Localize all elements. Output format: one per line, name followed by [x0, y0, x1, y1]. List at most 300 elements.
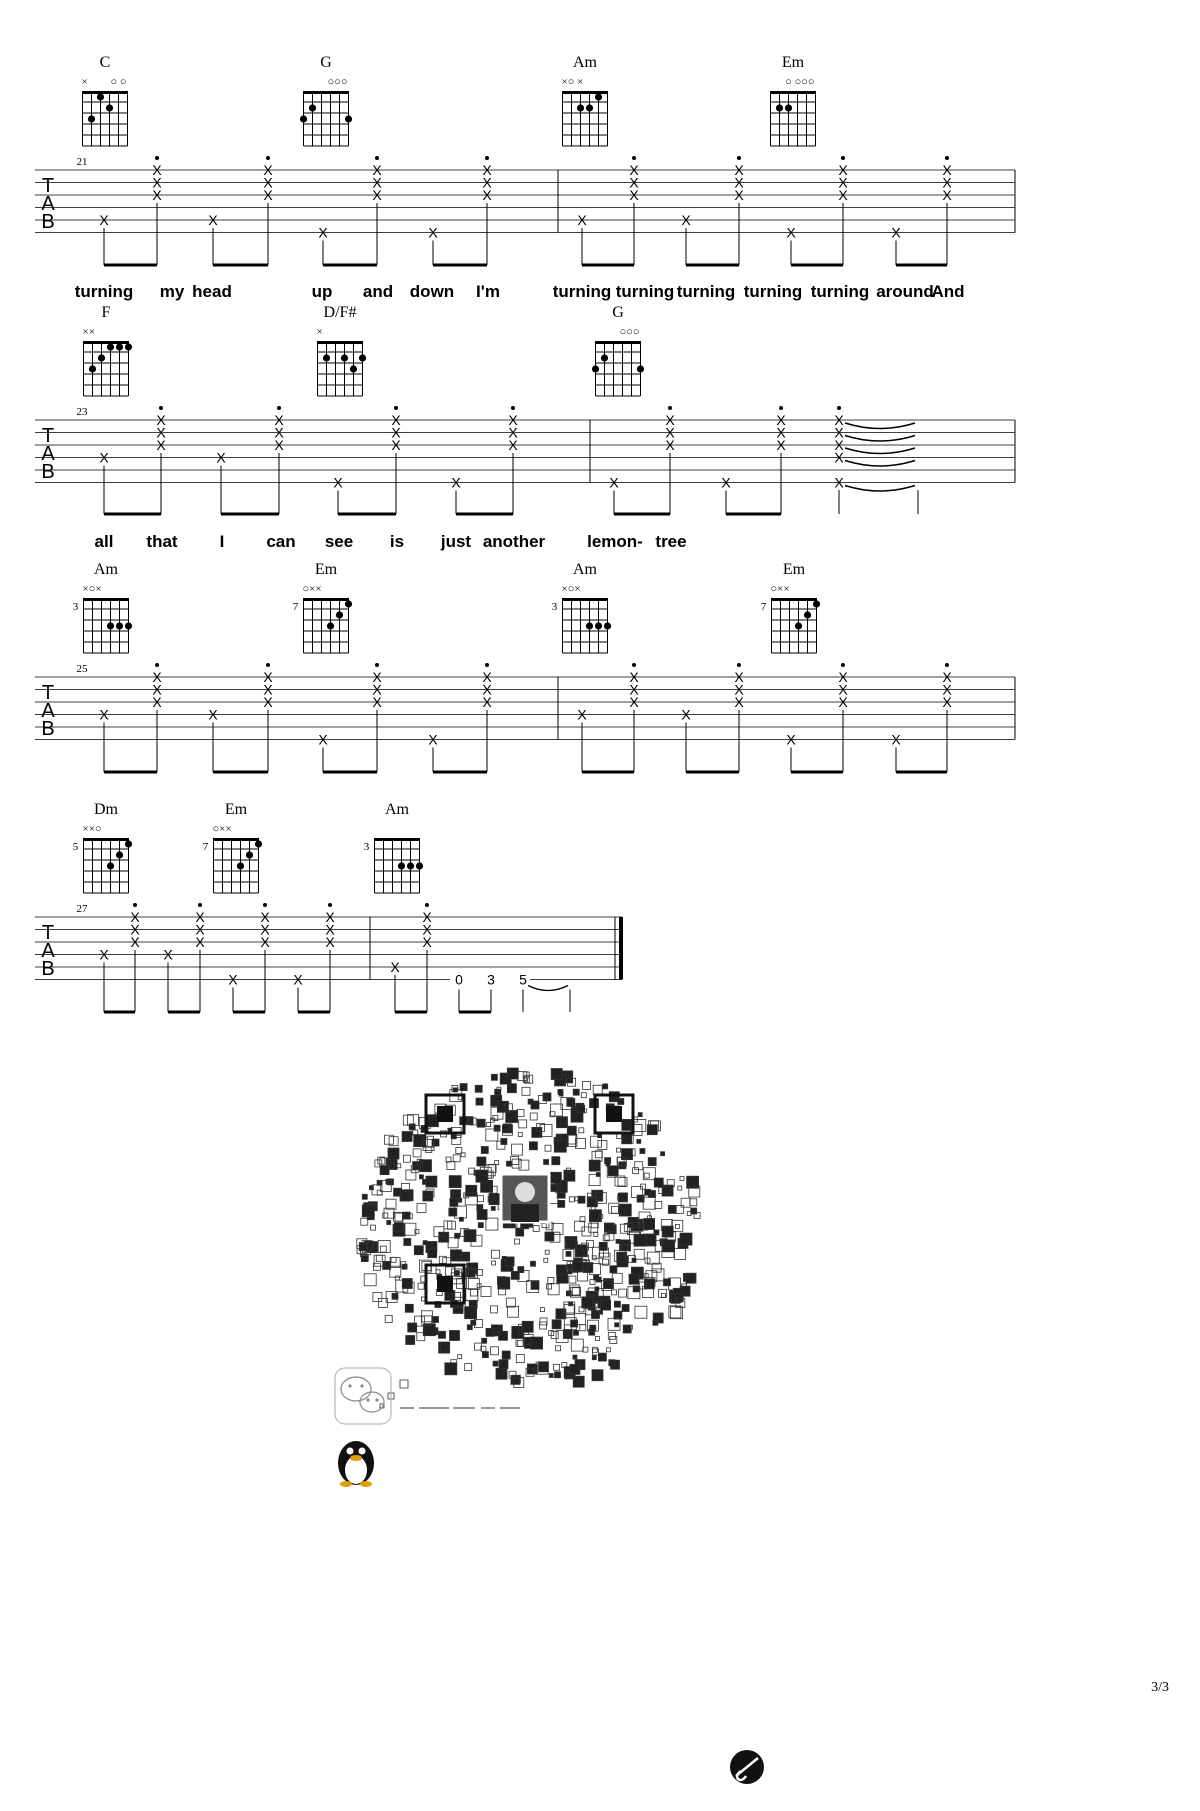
tab-letter-b: B	[41, 958, 55, 980]
lyric-word: lemon-	[587, 532, 643, 551]
penguin-beak	[350, 1455, 362, 1461]
penguin-eye	[359, 1448, 366, 1455]
qr-module	[663, 1187, 670, 1194]
qr-module	[390, 1266, 401, 1277]
qr-module	[567, 1264, 572, 1269]
qr-module	[621, 1245, 627, 1251]
chord-name: C	[99, 54, 111, 71]
chord-open-markers: ○○○	[327, 76, 348, 88]
qr-module	[406, 1336, 415, 1345]
qr-module	[491, 1306, 498, 1313]
qr-module	[580, 1325, 586, 1331]
qr-module	[418, 1283, 424, 1289]
qr-module	[511, 1271, 519, 1279]
lyric-word: turning	[74, 282, 134, 301]
avatar-face	[515, 1182, 535, 1202]
qr-module	[477, 1119, 485, 1127]
chord-name: Em	[224, 801, 248, 818]
wechat-icon	[335, 1368, 520, 1424]
qr-module	[645, 1189, 651, 1195]
lyric-word: turning	[743, 282, 803, 301]
qr-module	[481, 1287, 491, 1297]
muted-note-x: X	[838, 187, 848, 203]
chord-diagram	[84, 598, 133, 653]
chord-finger-dot	[323, 354, 330, 361]
chord-diagram	[563, 91, 608, 146]
qr-module	[579, 1128, 584, 1133]
qr-module	[530, 1113, 537, 1120]
qr-module	[450, 1331, 460, 1341]
muted-note-x: X	[942, 162, 952, 178]
qr-module	[499, 1331, 508, 1340]
qr-module	[475, 1085, 482, 1092]
qr-module	[491, 1347, 499, 1355]
chord-name: F	[101, 304, 111, 321]
staccato-dot	[266, 663, 270, 667]
qr-finder-center	[437, 1276, 453, 1292]
chord-fret-label: 7	[202, 841, 209, 853]
qr-module	[632, 1258, 636, 1262]
tie	[845, 461, 915, 467]
qr-module	[614, 1311, 622, 1319]
tab-letter-t: T	[41, 425, 55, 447]
qr-module	[512, 1144, 523, 1155]
qr-module	[663, 1240, 675, 1252]
qr-module	[609, 1360, 615, 1366]
qr-module	[654, 1178, 663, 1187]
qr-module	[619, 1289, 627, 1297]
muted-note-x: X	[482, 694, 492, 710]
tab-letter-a: A	[41, 443, 55, 465]
staccato-dot	[263, 903, 267, 907]
qr-module	[519, 1160, 529, 1170]
chord-finger-dot	[98, 354, 105, 361]
qr-module	[609, 1203, 619, 1213]
qr-module	[441, 1342, 450, 1351]
muted-note-x: X	[372, 187, 382, 203]
muted-note-x: X	[263, 187, 273, 203]
qr-module	[519, 1120, 527, 1128]
chord-finger-dot	[336, 611, 343, 618]
qr-module	[634, 1119, 646, 1131]
muted-note-x: X	[422, 921, 432, 938]
qr-module	[592, 1356, 596, 1360]
chord-mute-markers: ×	[81, 76, 88, 88]
qr-module	[622, 1305, 629, 1312]
qr-module	[633, 1286, 639, 1292]
qr-module	[460, 1084, 467, 1091]
muted-note-x: X	[834, 424, 844, 441]
muted-note-x: X	[834, 474, 844, 491]
chord-finger-dot	[586, 104, 593, 111]
staccato-dot	[632, 156, 636, 160]
measure-number: 27	[76, 903, 88, 915]
qr-finder-center	[606, 1106, 622, 1122]
penguin-foot	[340, 1481, 352, 1487]
muted-note-x: X	[942, 694, 952, 710]
chord-open-markers: ○ ○	[110, 76, 127, 88]
qr-module	[403, 1212, 410, 1219]
qr-module	[377, 1190, 382, 1195]
staccato-dot	[266, 156, 270, 160]
chord-mute-markers: ×○×	[561, 583, 581, 595]
qr-module	[482, 1352, 488, 1358]
qr-module	[543, 1093, 551, 1101]
lyric-word: that	[146, 532, 178, 551]
qr-module	[548, 1277, 554, 1283]
staccato-dot	[328, 903, 332, 907]
chord-mute-markers: ××○	[82, 823, 102, 835]
muted-note-x: X	[152, 669, 162, 685]
chord-finger-dot	[785, 104, 792, 111]
qr-module	[436, 1270, 440, 1274]
qr-module	[514, 1239, 519, 1244]
qr-module	[458, 1355, 462, 1359]
qr-module	[404, 1223, 416, 1235]
muted-note-x: X	[942, 669, 952, 685]
muted-note-x: X	[428, 731, 438, 748]
chord-mute-markers: ×○ ×	[561, 76, 584, 88]
qr-module	[573, 1089, 579, 1095]
qr-module	[549, 1374, 553, 1378]
qr-module	[451, 1134, 456, 1139]
muted-note-x: X	[99, 706, 109, 723]
muted-note-x: X	[786, 224, 796, 241]
qr-module	[403, 1155, 410, 1162]
qr-module	[478, 1223, 483, 1228]
chord-finger-dot	[116, 622, 123, 629]
muted-note-x: X	[260, 921, 270, 938]
chord-nut	[84, 598, 129, 601]
muted-note-x: X	[333, 474, 343, 491]
muted-note-x: X	[838, 681, 848, 698]
qr-module	[419, 1175, 423, 1179]
qr-module	[449, 1176, 461, 1188]
lyric-word: down	[409, 282, 455, 301]
qr-module	[611, 1207, 618, 1214]
chord-finger-dot	[350, 365, 357, 372]
muted-note-x: X	[195, 909, 205, 925]
staccato-dot	[485, 663, 489, 667]
qr-module	[608, 1332, 615, 1339]
chord-fret-label: 3	[72, 601, 79, 613]
qr-module	[466, 1185, 477, 1196]
chord-diagram	[84, 341, 133, 396]
qr-module	[551, 1332, 558, 1339]
qr-module	[486, 1328, 494, 1336]
qr-module	[364, 1274, 376, 1286]
muted-note-x: X	[721, 474, 731, 491]
muted-note-x: X	[891, 731, 901, 748]
tab-letter-t: T	[41, 682, 55, 704]
fret-number: 5	[519, 971, 527, 988]
qr-module	[582, 1297, 593, 1308]
chord-finger-dot	[237, 862, 244, 869]
chord-nut	[772, 598, 817, 601]
qr-module	[675, 1294, 683, 1302]
qr-module	[560, 1117, 566, 1123]
qr-module	[433, 1317, 439, 1323]
lyric-word: tree	[655, 532, 687, 551]
muted-note-x: X	[508, 437, 518, 453]
qr-module	[592, 1370, 603, 1381]
chord-name: Am	[385, 801, 409, 818]
qr-module	[596, 1173, 600, 1177]
chord-finger-dot	[398, 862, 405, 869]
chord-finger-dot	[116, 343, 123, 350]
qr-module	[453, 1088, 457, 1092]
qr-module	[680, 1233, 692, 1245]
qr-module	[408, 1323, 417, 1332]
qr-module	[497, 1101, 508, 1112]
qr-module	[432, 1139, 439, 1146]
muted-note-x: X	[942, 174, 952, 191]
qr-module	[400, 1191, 410, 1201]
qr-module	[477, 1210, 487, 1220]
qr-module	[493, 1361, 498, 1366]
chord-fret-label: 7	[292, 601, 299, 613]
lyric-word: just	[440, 532, 472, 551]
chord-finger-dot	[125, 343, 132, 350]
qr-module	[518, 1133, 522, 1137]
qr-module	[607, 1348, 611, 1352]
qr-module	[499, 1360, 508, 1369]
measure-number: 25	[76, 663, 88, 675]
qr-module	[531, 1337, 543, 1349]
qr-module	[655, 1202, 662, 1209]
muted-note-x: X	[130, 909, 140, 925]
qr-module	[529, 1142, 537, 1150]
chord-name: D/F#	[323, 304, 357, 321]
qr-module	[461, 1252, 470, 1261]
muted-note-x: X	[508, 412, 518, 428]
chord-nut	[304, 598, 349, 601]
qr-module	[377, 1180, 382, 1185]
staccato-dot	[155, 663, 159, 667]
qr-finder-center	[437, 1106, 453, 1122]
muted-note-x: X	[482, 174, 492, 191]
qr-module	[668, 1205, 676, 1213]
staccato-dot	[485, 156, 489, 160]
qr-module	[633, 1168, 639, 1174]
muted-note-x: X	[195, 921, 205, 938]
qr-module	[616, 1148, 620, 1152]
muted-note-x: X	[260, 909, 270, 925]
chord-name: Am	[573, 54, 597, 71]
muted-note-x: X	[228, 971, 238, 988]
qr-module	[556, 1346, 561, 1351]
chord-diagram	[592, 341, 644, 396]
qr-module	[676, 1205, 684, 1213]
chord-finger-dot	[345, 600, 352, 607]
muted-note-x: X	[428, 224, 438, 241]
chord-finger-dot	[300, 115, 307, 122]
measure-number: 21	[76, 156, 88, 168]
qr-module	[400, 1380, 408, 1388]
wechat-bubble-large	[341, 1377, 371, 1401]
muted-note-x: X	[152, 694, 162, 710]
qr-module	[450, 1198, 458, 1206]
tab-staff	[35, 170, 1015, 233]
muted-note-x: X	[629, 187, 639, 203]
chord-finger-dot	[116, 851, 123, 858]
qr-module	[508, 1306, 519, 1317]
muted-note-x: X	[838, 694, 848, 710]
qr-module	[686, 1273, 696, 1283]
muted-note-x: X	[734, 187, 744, 203]
qr-module	[545, 1250, 549, 1254]
qr-module	[516, 1228, 524, 1236]
qr-module	[635, 1306, 647, 1318]
qr-module	[423, 1191, 433, 1201]
qr-module	[619, 1162, 626, 1169]
lyric-word: my	[159, 282, 185, 301]
qr-module	[465, 1307, 477, 1319]
fret-number: 3	[487, 971, 495, 988]
qr-module	[618, 1178, 627, 1187]
qr-module	[486, 1218, 498, 1230]
muted-note-x: X	[372, 694, 382, 710]
tab-letter-b: B	[41, 211, 55, 233]
qr-module	[501, 1139, 507, 1145]
chord-finger-dot	[345, 115, 352, 122]
chord-diagram	[304, 598, 353, 653]
muted-note-x: X	[482, 669, 492, 685]
tab-letter-t: T	[41, 175, 55, 197]
chord-finger-dot	[795, 622, 802, 629]
chord-finger-dot	[592, 365, 599, 372]
qr-module	[675, 1249, 686, 1260]
qr-module	[648, 1158, 656, 1166]
staccato-dot	[837, 406, 841, 410]
muted-note-x: X	[163, 946, 173, 963]
muted-note-x: X	[260, 934, 270, 950]
muted-note-x: X	[216, 449, 226, 466]
chord-finger-dot	[107, 622, 114, 629]
chord-finger-dot	[416, 862, 423, 869]
qr-module	[459, 1217, 463, 1221]
chord-name: Am	[573, 561, 597, 578]
muted-note-x: X	[263, 174, 273, 191]
muted-note-x: X	[99, 449, 109, 466]
muted-note-x: X	[482, 681, 492, 698]
qr-module	[557, 1265, 567, 1275]
qr-module	[552, 1320, 561, 1329]
tab-staff	[35, 420, 1015, 483]
qr-module	[569, 1276, 576, 1283]
qr-module	[482, 1338, 487, 1343]
staccato-dot	[375, 156, 379, 160]
avatar-body	[511, 1204, 539, 1222]
chord-diagram	[771, 91, 816, 146]
muted-note-x: X	[834, 437, 844, 453]
qr-module	[619, 1204, 631, 1216]
qr-code-bubble	[357, 1068, 700, 1408]
chord-fret-label: 3	[551, 601, 558, 613]
qr-module	[502, 1125, 509, 1132]
muted-note-x: X	[422, 934, 432, 950]
muted-note-x: X	[681, 706, 691, 723]
chord-finger-dot	[359, 354, 366, 361]
muted-note-x: X	[325, 921, 335, 938]
qr-module	[414, 1135, 426, 1147]
tab-staff	[35, 677, 1015, 740]
qr-module	[507, 1084, 516, 1093]
chord-finger-dot	[246, 851, 253, 858]
chord-finger-dot	[106, 104, 113, 111]
chord-nut	[84, 838, 129, 841]
qr-module	[618, 1099, 624, 1105]
muted-note-x: X	[665, 437, 675, 453]
chord-finger-dot	[813, 600, 820, 607]
qr-module	[619, 1193, 628, 1202]
lyric-word: I	[219, 532, 225, 551]
qr-module	[359, 1243, 367, 1251]
muted-note-x: X	[263, 681, 273, 698]
tab-letter-b: B	[41, 461, 55, 483]
chord-mute-markers: ○××	[212, 823, 232, 835]
qr-module	[492, 1261, 496, 1265]
muted-note-x: X	[776, 412, 786, 428]
chord-finger-dot	[107, 862, 114, 869]
chord-open-markers: ○ ○○○	[785, 76, 815, 88]
muted-note-x: X	[577, 212, 587, 228]
chord-finger-dot	[601, 354, 608, 361]
muted-note-x: X	[274, 437, 284, 453]
tab-letter-a: A	[41, 700, 55, 722]
qr-module	[661, 1152, 665, 1156]
qr-module	[539, 1362, 549, 1372]
qr-module	[578, 1196, 585, 1203]
qr-module	[589, 1160, 600, 1171]
staccato-dot	[841, 156, 845, 160]
muted-note-x: X	[942, 681, 952, 698]
qr-module	[610, 1337, 617, 1344]
qr-module	[426, 1115, 438, 1127]
muted-note-x: X	[942, 187, 952, 203]
muted-note-x: X	[156, 437, 166, 453]
muted-note-x: X	[293, 971, 303, 988]
qr-module	[614, 1301, 620, 1307]
chord-nut	[84, 341, 129, 344]
chord-name: Em	[314, 561, 338, 578]
qr-module	[654, 1230, 659, 1235]
chord-name: Em	[781, 54, 805, 71]
muted-note-x: X	[609, 474, 619, 491]
muted-note-x: X	[629, 162, 639, 178]
qr-module	[551, 1069, 562, 1080]
chord-fret-label: 5	[72, 841, 79, 853]
muted-note-x: X	[776, 437, 786, 453]
qr-module	[681, 1198, 690, 1207]
guitar-logo-icon	[730, 1750, 764, 1784]
qr-module	[362, 1205, 374, 1217]
qr-module	[531, 1101, 539, 1109]
qr-module	[637, 1139, 641, 1143]
chord-open-markers: ○○○	[619, 326, 640, 338]
lyric-word: I'm	[476, 282, 500, 301]
qr-module	[380, 1246, 386, 1252]
chord-nut	[771, 91, 816, 94]
qr-module	[361, 1218, 368, 1225]
qr-module	[522, 1087, 530, 1095]
chord-finger-dot	[327, 622, 334, 629]
qr-module	[604, 1223, 613, 1232]
qr-module	[578, 1105, 585, 1112]
qr-module	[414, 1246, 423, 1255]
staccato-dot	[841, 663, 845, 667]
muted-note-x: X	[665, 412, 675, 428]
